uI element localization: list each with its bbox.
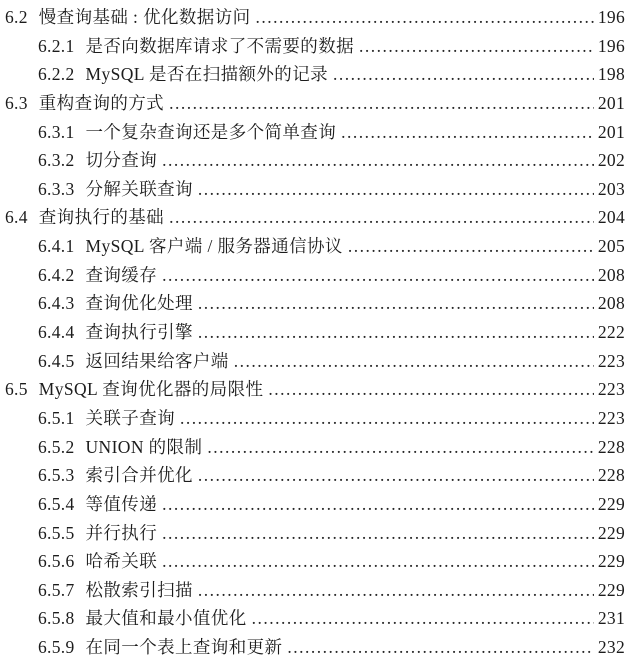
- toc-entry-page: 228: [597, 465, 625, 486]
- toc-entry: [4, 60, 625, 89]
- toc-entry-page: 229: [597, 579, 625, 600]
- toc-entry-number: 6.4.5: [38, 350, 75, 371]
- toc-entry: [4, 576, 625, 605]
- toc-leader-dots: [256, 3, 595, 32]
- toc-entry-title: 切分查询: [85, 150, 158, 171]
- toc-entry-page: 229: [597, 551, 625, 572]
- toc-entry-number: 6.5.2: [38, 436, 75, 457]
- toc-entry-page: 222: [597, 322, 625, 343]
- toc-leader-dots: [207, 433, 594, 462]
- toc-entry-title: 并行执行: [85, 522, 158, 543]
- toc-leader-dots: [198, 318, 594, 347]
- toc-entry-number: 6.5.5: [38, 522, 75, 543]
- toc-leader-dots: [162, 261, 594, 290]
- toc-entry: [4, 318, 625, 347]
- toc-entry-number: 6.5.9: [38, 637, 75, 658]
- toc-entry-title: 松散索引扫描: [85, 579, 193, 600]
- toc-entry-page: 208: [597, 293, 625, 314]
- toc-entry: [4, 3, 625, 32]
- toc-leader-dots: [348, 232, 594, 261]
- toc-leader-dots: [341, 118, 594, 147]
- toc-entry-title: 分解关联查询: [85, 178, 193, 199]
- toc-leader-dots: [180, 404, 594, 433]
- toc-entry: [4, 375, 625, 404]
- toc-entry-page: 196: [597, 35, 625, 56]
- toc-entry: [4, 146, 625, 175]
- toc-entry-number: 6.5.7: [38, 579, 75, 600]
- toc-leader-dots: [198, 461, 594, 490]
- toc-entry-number: 6.5.6: [38, 551, 75, 572]
- toc-entry-title: 等值传递: [85, 493, 158, 514]
- toc-entry-page: 228: [597, 436, 625, 457]
- toc-leader-dots: [162, 146, 594, 175]
- toc-entry: [4, 519, 625, 548]
- toc-entry-page: 205: [597, 236, 625, 257]
- toc-leader-dots: [287, 633, 594, 662]
- toc-leader-dots: [162, 519, 594, 548]
- toc-entry-title: 查询优化处理: [85, 293, 193, 314]
- toc-entry-title: 查询执行引擎: [85, 322, 193, 343]
- toc-leader-dots: [268, 375, 594, 404]
- toc-entry: [4, 89, 625, 118]
- toc-entry-page: 231: [597, 608, 625, 629]
- toc-entry: [4, 347, 625, 376]
- toc-entry: [4, 433, 625, 462]
- toc-entry: [4, 175, 625, 204]
- toc-leader-dots: [252, 604, 594, 633]
- toc-entry-title: 最大值和最小值优化: [85, 608, 247, 629]
- toc-entry: [4, 289, 625, 318]
- toc-entry: [4, 118, 625, 147]
- toc-entry-title: 是否向数据库请求了不需要的数据: [85, 35, 354, 56]
- toc-entry-title: 一个复杂查询还是多个简单查询: [85, 121, 337, 142]
- toc-entry-number: 6.5.3: [38, 465, 75, 486]
- toc-entry-number: 6.5: [5, 379, 28, 400]
- toc-entry-title: MySQL 客户端 / 服务器通信协议: [85, 236, 343, 257]
- toc-entry-page: 201: [597, 121, 625, 142]
- toc-entry-number: 6.3.3: [38, 178, 75, 199]
- toc-entry: [4, 232, 625, 261]
- toc-entry-number: 6.2: [5, 7, 28, 27]
- toc-entry-page: 208: [597, 264, 625, 285]
- toc-entry-title: 查询缓存: [85, 264, 158, 285]
- toc-leader-dots: [234, 347, 594, 376]
- toc-leader-dots: [198, 289, 594, 318]
- toc-entry-number: 6.4.3: [38, 293, 75, 314]
- toc-entry-title: 索引合并优化: [85, 465, 193, 486]
- toc-entry-title: 重构查询的方式: [38, 92, 165, 113]
- toc-entry-page: 232: [597, 637, 625, 658]
- toc-entry-page: 223: [597, 407, 625, 428]
- toc-entry-page: 229: [597, 522, 625, 543]
- toc-entry-title: 哈希关联: [85, 551, 158, 572]
- toc-entry-title: 在同一个表上查询和更新: [85, 637, 283, 658]
- toc-entry: [4, 32, 625, 61]
- toc-leader-dots: [169, 203, 594, 232]
- toc-entry-title: 返回结果给客户端: [85, 350, 229, 371]
- toc-entry-number: 6.5.8: [38, 608, 75, 629]
- toc-entry-number: 6.4.1: [38, 236, 75, 257]
- toc-entry: [4, 461, 625, 490]
- toc-entry-page: 223: [597, 379, 625, 400]
- toc-entry-title: 查询执行的基础: [38, 207, 165, 228]
- toc-list: [4, 3, 625, 662]
- toc-entry-title: 慢查询基础 : 优化数据访问: [38, 7, 251, 27]
- toc-entry-number: 6.2.1: [38, 35, 75, 56]
- toc-entry-number: 6.5.1: [38, 407, 75, 428]
- toc-entry: [4, 404, 625, 433]
- toc-entry-number: 6.5.4: [38, 493, 75, 514]
- toc-entry: [4, 547, 625, 576]
- toc-leader-dots: [169, 89, 594, 118]
- toc-entry: [4, 633, 625, 662]
- toc-leader-dots: [162, 490, 594, 519]
- toc-entry-number: 6.3: [5, 92, 28, 113]
- toc-entry-number: 6.2.2: [38, 64, 75, 85]
- toc-entry-page: 202: [597, 150, 625, 171]
- toc-entry-number: 6.3.2: [38, 150, 75, 171]
- toc-entry-page: 229: [597, 493, 625, 514]
- toc-entry-page: 203: [597, 178, 625, 199]
- toc-leader-dots: [198, 175, 594, 204]
- toc-leader-dots: [198, 576, 594, 605]
- toc-entry: [4, 261, 625, 290]
- toc-leader-dots: [162, 547, 594, 576]
- toc-entry-title: UNION 的限制: [85, 436, 203, 457]
- toc-entry-page: 196: [597, 7, 625, 27]
- toc-entry-number: 6.4.4: [38, 322, 75, 343]
- toc-entry-page: 198: [597, 64, 625, 85]
- toc-entry-number: 6.4.2: [38, 264, 75, 285]
- toc-leader-dots: [333, 60, 594, 89]
- toc-entry-title: 关联子查询: [85, 407, 175, 428]
- toc-entry-page: 223: [597, 350, 625, 371]
- toc-entry-title: MySQL 是否在扫描额外的记录: [85, 64, 328, 85]
- toc-entry: [4, 490, 625, 519]
- toc-entry: [4, 604, 625, 633]
- toc-entry: [4, 203, 625, 232]
- toc-entry-number: 6.4: [5, 207, 28, 228]
- toc-entry-page: 204: [597, 207, 625, 228]
- toc-entry-number: 6.3.1: [38, 121, 75, 142]
- toc-entry-page: 201: [597, 92, 625, 113]
- toc-leader-dots: [359, 32, 594, 61]
- toc-entry-title: MySQL 查询优化器的局限性: [38, 379, 264, 400]
